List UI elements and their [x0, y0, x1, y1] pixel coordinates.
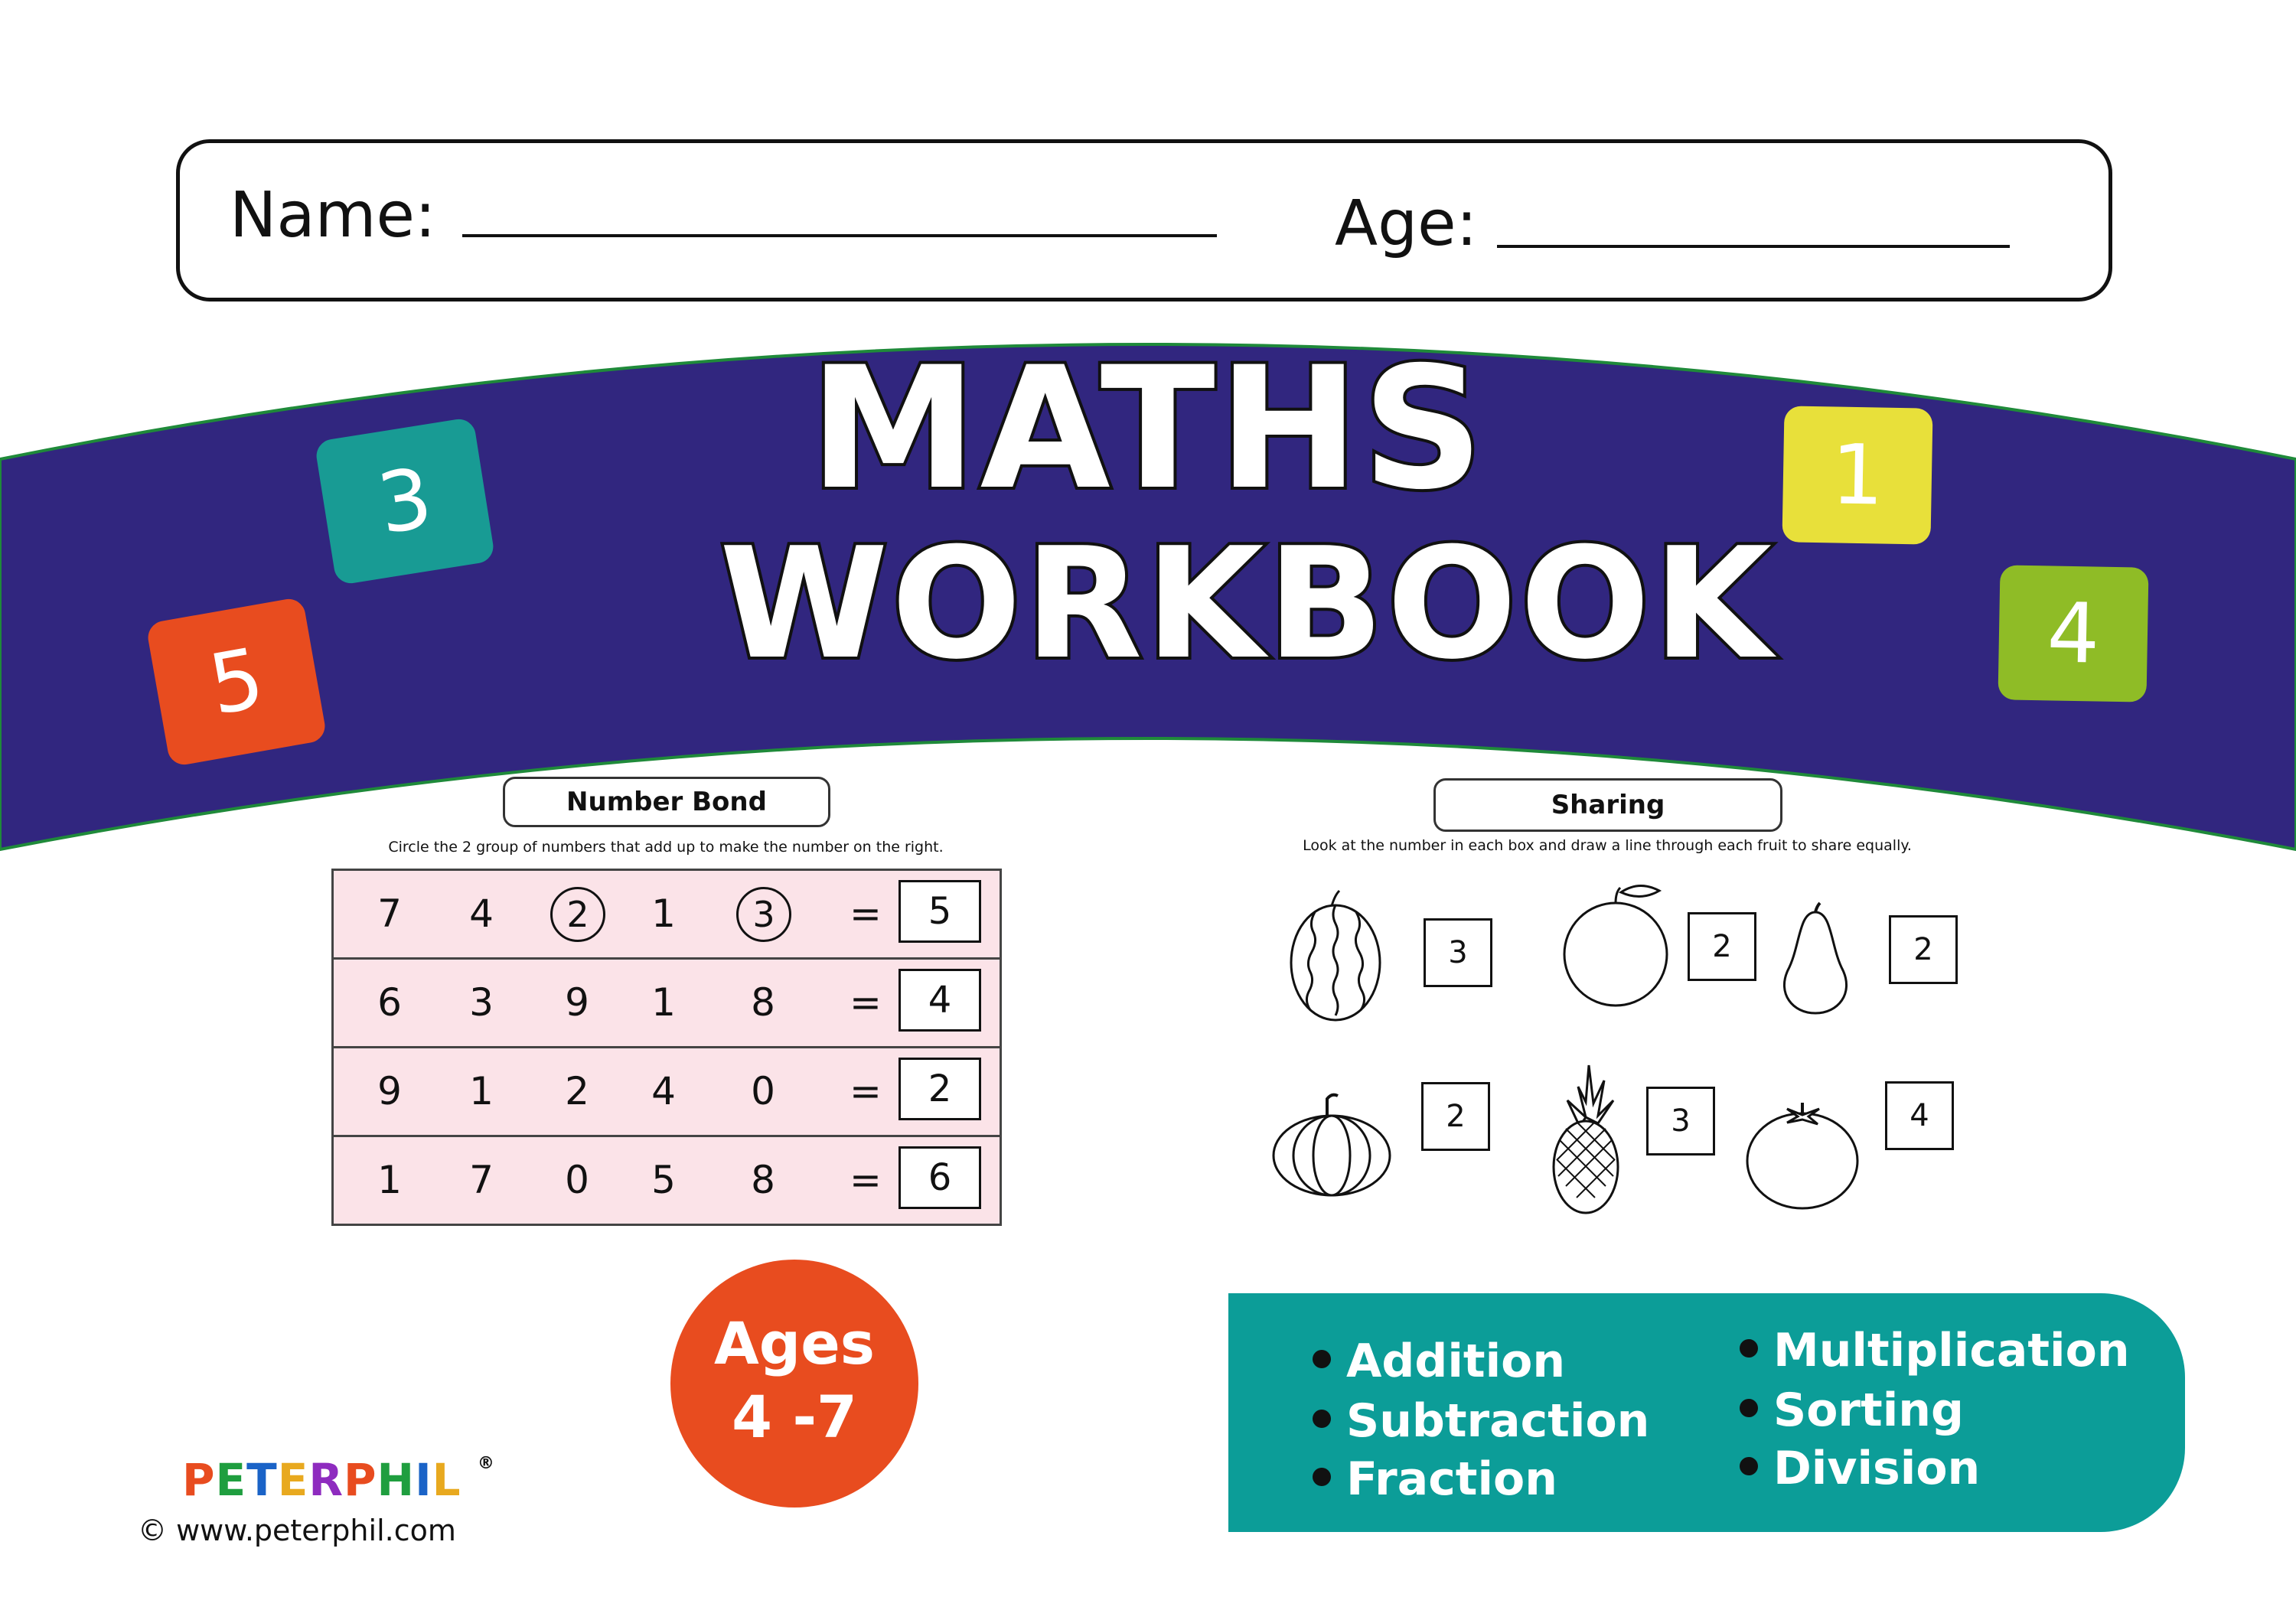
share-box-pumpkin: 2 — [1421, 1082, 1490, 1151]
bond-number[interactable]: 1 — [651, 980, 676, 1025]
bond-number[interactable]: 5 — [651, 1158, 676, 1202]
name-label: Name: — [230, 179, 436, 252]
sharing-title: Sharing — [1433, 778, 1782, 832]
bond-number[interactable]: 6 — [377, 980, 402, 1025]
number-tile-4: 4 — [1998, 565, 2148, 702]
bond-number[interactable]: 0 — [565, 1158, 589, 1202]
bond-number[interactable]: 1 — [377, 1158, 402, 1202]
bond-number[interactable]: 1 — [469, 1069, 494, 1113]
bond-number[interactable]: 4 — [469, 891, 494, 936]
bond-number[interactable]: 7 — [469, 1158, 494, 1202]
share-box-watermelon: 3 — [1424, 918, 1492, 987]
pumpkin-icon — [1270, 1093, 1393, 1200]
topic-item: Multiplication — [1740, 1324, 2130, 1377]
sharing-instruction: Look at the number in each box and draw a line through each fruit to share equally. — [1303, 837, 1912, 854]
share-box-pineapple: 3 — [1646, 1087, 1715, 1156]
answer-box: 5 — [899, 880, 981, 943]
tomato-icon — [1745, 1098, 1860, 1213]
table-row — [334, 1048, 1000, 1137]
topic-item: Fraction — [1313, 1452, 1557, 1506]
share-box-orange: 2 — [1688, 912, 1756, 981]
bond-number[interactable]: 9 — [565, 980, 589, 1025]
orange-icon — [1558, 882, 1673, 1012]
equals-sign: = — [850, 1069, 882, 1113]
name-field[interactable] — [462, 234, 1217, 237]
equals-sign: = — [850, 891, 882, 936]
number-tile-5: 5 — [145, 596, 328, 767]
bond-number-circled[interactable]: 3 — [736, 871, 790, 957]
ages-label: Ages — [713, 1309, 875, 1377]
bullet-icon — [1740, 1457, 1758, 1475]
bond-number[interactable]: 3 — [469, 980, 494, 1025]
pineapple-icon — [1548, 1064, 1624, 1217]
topic-item: Division — [1740, 1442, 1980, 1495]
table-row — [334, 1137, 1000, 1224]
bond-number[interactable]: 8 — [751, 980, 775, 1025]
age-field[interactable] — [1497, 245, 2010, 248]
bullet-icon — [1313, 1410, 1331, 1428]
name-age-box — [176, 139, 2112, 302]
topics-panel — [1228, 1293, 2185, 1532]
table-row — [334, 871, 1000, 960]
bond-number[interactable]: 7 — [377, 891, 402, 936]
bullet-icon — [1313, 1350, 1331, 1368]
equals-sign: = — [850, 980, 882, 1025]
bullet-icon — [1740, 1339, 1758, 1358]
number-bond-title: Number Bond — [503, 777, 830, 827]
share-box-pear: 2 — [1889, 915, 1958, 984]
ages-range: 4 -7 — [732, 1383, 857, 1451]
table-row — [334, 960, 1000, 1048]
bullet-icon — [1313, 1468, 1331, 1486]
ages-badge — [670, 1260, 918, 1508]
bond-number[interactable]: 9 — [377, 1069, 402, 1113]
number-bond-table — [331, 869, 1002, 1226]
number-tile-3: 3 — [314, 417, 495, 586]
answer-box: 6 — [899, 1146, 981, 1209]
copyright-link[interactable]: © www.peterphil.com — [138, 1514, 456, 1547]
bond-number[interactable]: 2 — [565, 1069, 589, 1113]
topic-item: Sorting — [1740, 1384, 1964, 1437]
watermelon-icon — [1286, 886, 1385, 1024]
bond-number[interactable]: 0 — [751, 1069, 775, 1113]
share-box-tomato: 4 — [1885, 1081, 1954, 1150]
number-bond-instruction: Circle the 2 group of numbers that add up to make the number on the right. — [388, 839, 944, 856]
bullet-icon — [1740, 1399, 1758, 1417]
number-tile-1: 1 — [1782, 406, 1932, 544]
bond-number[interactable]: 8 — [751, 1158, 775, 1202]
title-workbook: WORKBOOK — [719, 515, 1776, 693]
pear-icon — [1777, 901, 1854, 1016]
bond-number[interactable]: 4 — [651, 1069, 676, 1113]
bond-number-circled[interactable]: 2 — [550, 871, 604, 957]
answer-box: 4 — [899, 969, 981, 1032]
equals-sign: = — [850, 1158, 882, 1202]
brand-logo: PETERPHIL ® — [182, 1454, 495, 1506]
answer-box: 2 — [899, 1058, 981, 1120]
title-maths: MATHS — [809, 331, 1487, 526]
age-label: Age: — [1335, 187, 1478, 260]
topic-item: Addition — [1313, 1335, 1565, 1388]
topic-item: Subtraction — [1313, 1394, 1649, 1448]
bond-number[interactable]: 1 — [651, 891, 676, 936]
registered-mark: ® — [477, 1454, 495, 1473]
